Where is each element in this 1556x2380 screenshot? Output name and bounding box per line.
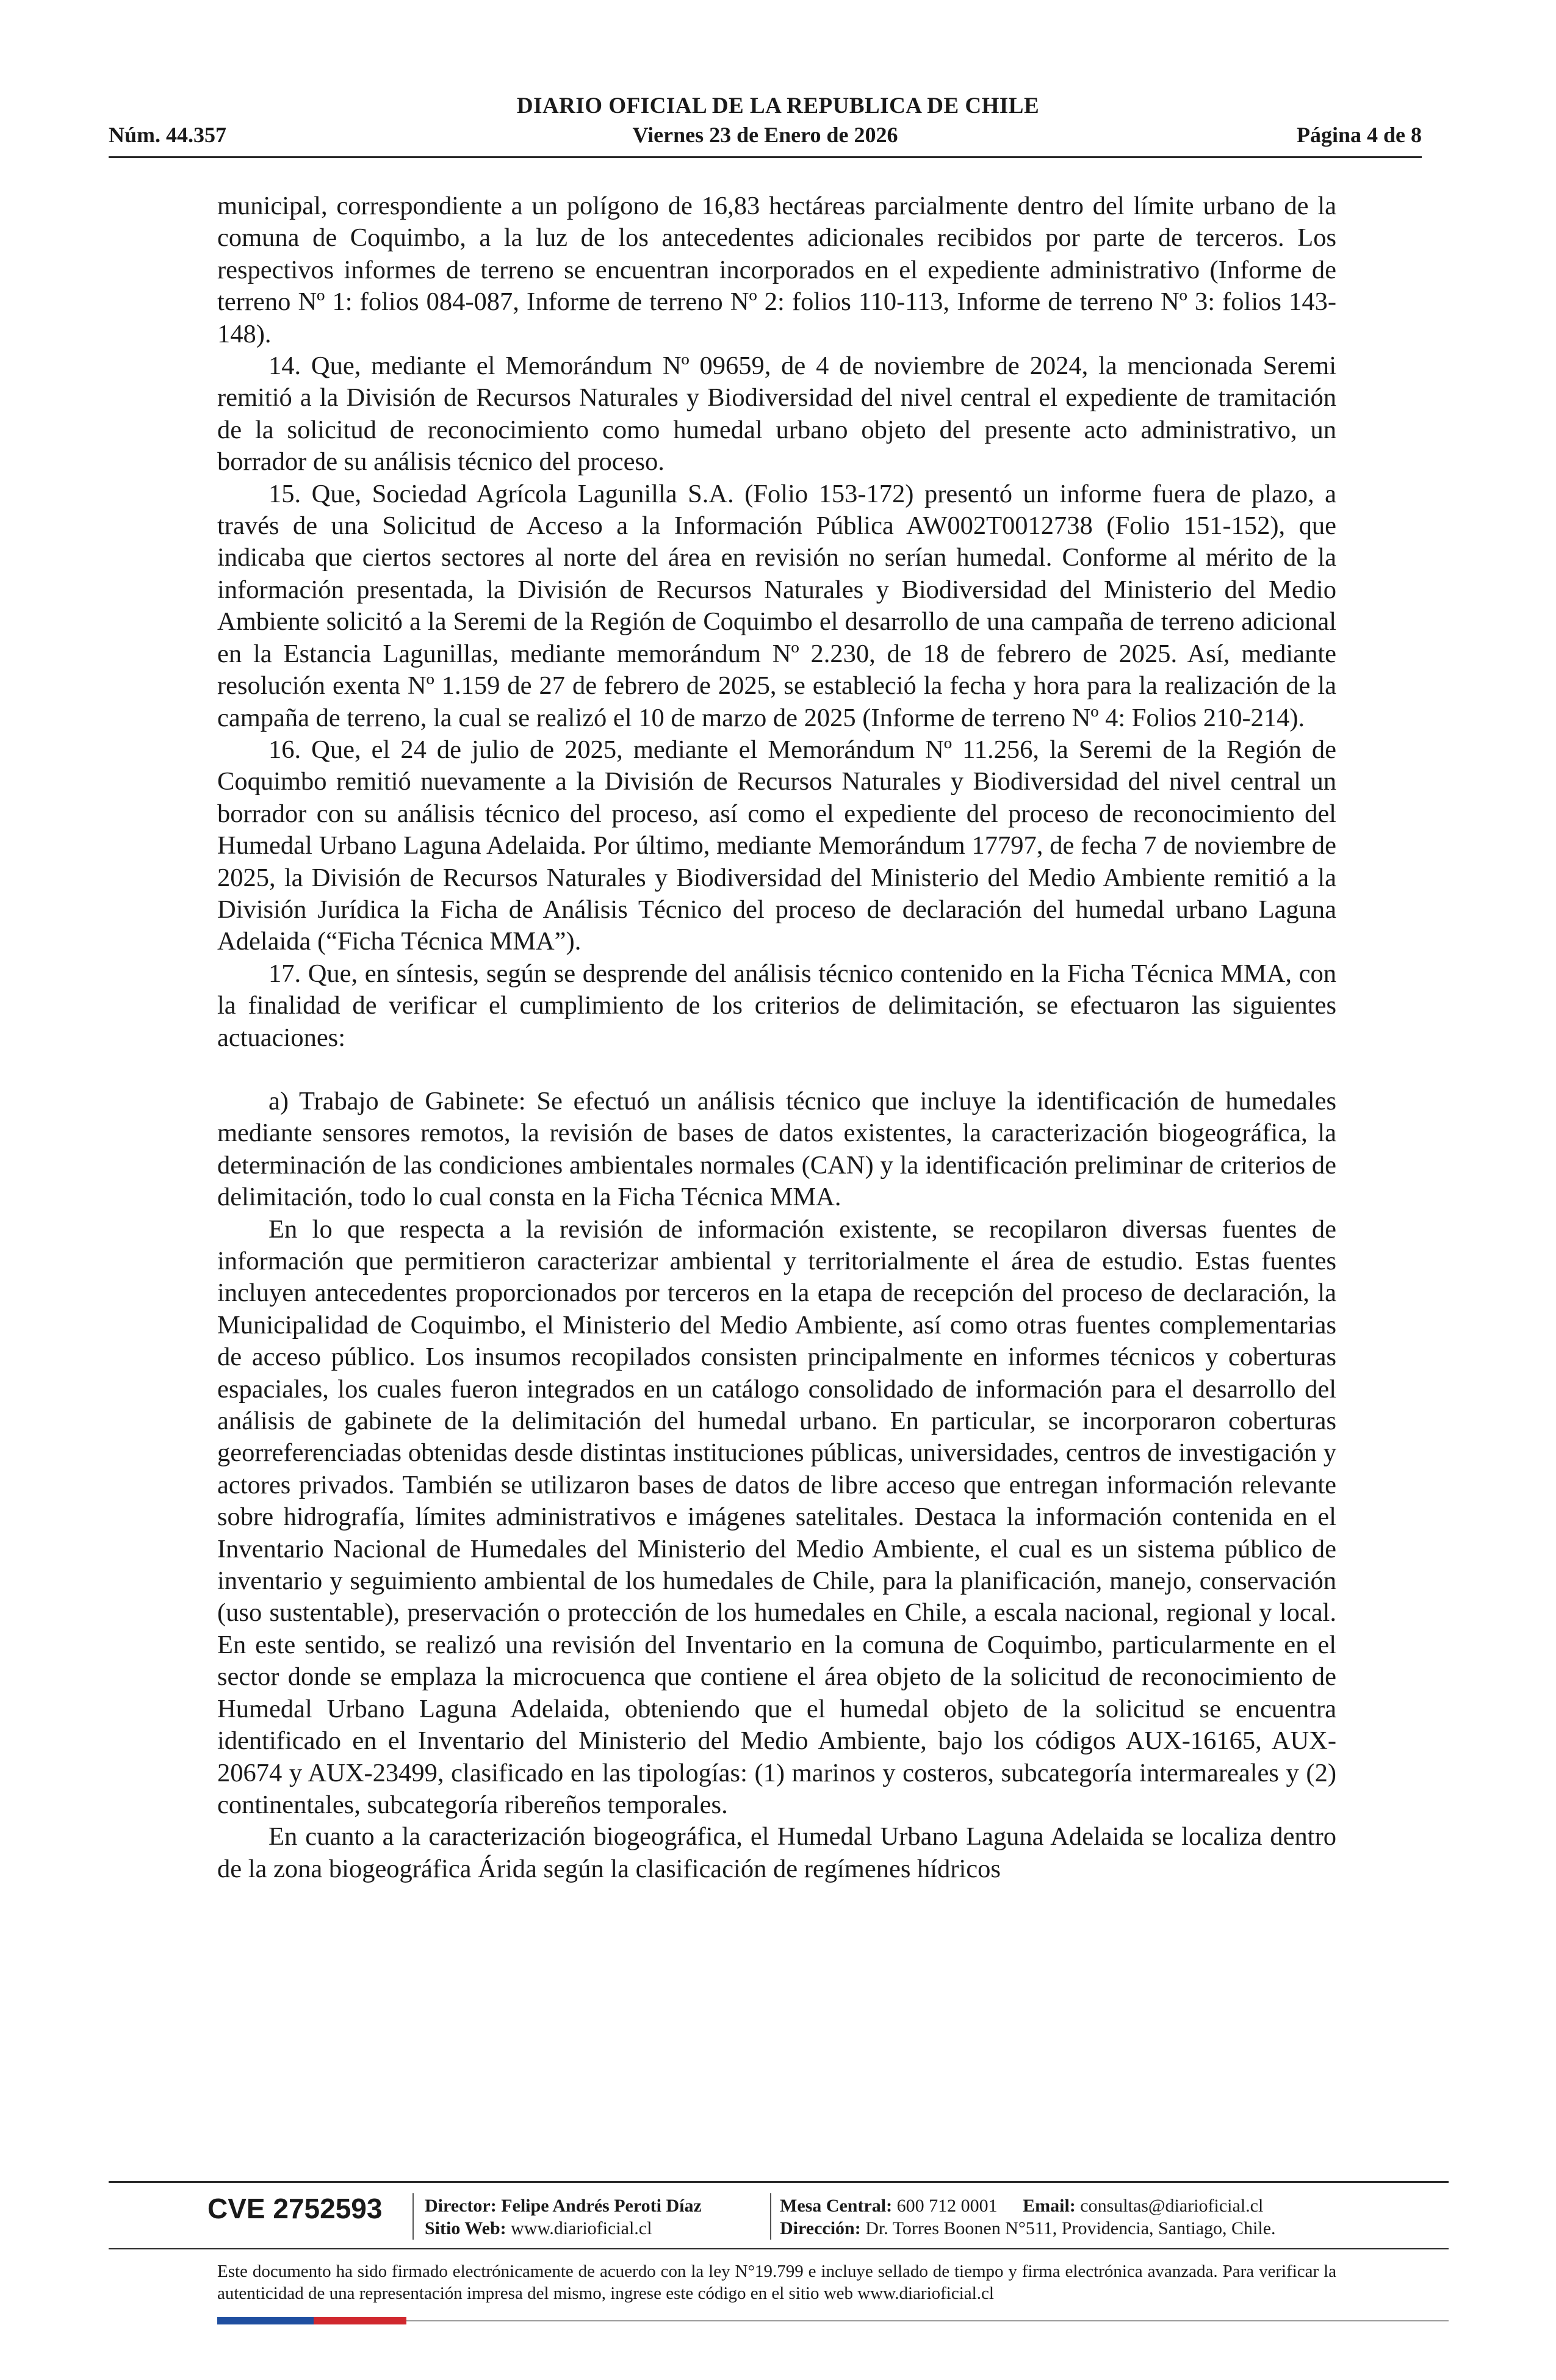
paragraph-biogeografica: En cuanto a la caracterización biogeográfica, el Humedal Urbano Laguna Adelaida se localiza dentro de la zona biogeográfica Árida según la clasificación de regímenes hídricos	[217, 1822, 1336, 1883]
paragraph-gabinete: a) Trabajo de Gabinete: Se efectuó un análisis técnico que incluye la identificación de humedales mediante sensores remotos, la revisión de bases de datos existentes, la caracterización biogeográfica, la determinación de las condiciones ambientales normales (CAN) y la identificación preliminar de criterios de delimitación, todo lo cual consta en la Ficha Técnica MMA.	[217, 1086, 1336, 1212]
footer-contact-block	[780, 2194, 1276, 2240]
cve-code: CVE 2752593	[207, 2193, 383, 2224]
footer-bottom-line	[406, 2320, 1449, 2321]
address-label: Dirección:	[780, 2218, 861, 2238]
paragraph-15: 15. Que, Sociedad Agrícola Lagunilla S.A. (Folio 153-172) presentó un informe fuera de plazo, a través de una Solicitud de Acceso a la Información Pública AW002T0012738 (Folio 151-152), que indicaba que ciertos sectores al norte del área en revisión no serían humedal. Conforme al mérito de la información presentada, la División de Recursos Naturales y Biodiversidad del Ministerio del Medio Ambiente solicitó a la Seremi de la Región de Coquimbo el desarrollo de una campaña de terreno adicional en la Estancia Lagunillas, mediante memorándum Nº 2.230, de 18 de febrero de 2025. Así, mediante resolución exenta Nº 1.159 de 27 de febrero de 2025, se estableció la fecha y hora para la realización de la campaña de terreno, la cual se realizó el 10 de marzo de 2025 (Informe de terreno Nº 4: Folios 210-214).	[217, 479, 1336, 732]
website-link[interactable]: www.diarioficial.cl	[511, 2218, 652, 2238]
page-indicator: Página 4 de 8	[1296, 123, 1422, 147]
address-line	[780, 2217, 1276, 2240]
email-link[interactable]: consultas@diarioficial.cl	[1080, 2196, 1264, 2216]
document-body	[217, 190, 1336, 1885]
gazette-title: DIARIO OFICIAL DE LA REPUBLICA DE CHILE	[516, 93, 1040, 118]
phone-number: 600 712 0001	[896, 2196, 998, 2216]
website-line	[425, 2217, 702, 2240]
flag-stripe-red	[314, 2317, 406, 2324]
director-name: Felipe Andrés Peroti Díaz	[501, 2196, 702, 2216]
header-row	[109, 122, 1422, 149]
director-line	[425, 2194, 702, 2217]
issue-number: Núm. 44.357	[109, 123, 227, 147]
paragraph-continuation: municipal, correspondiente a un polígono de 16,83 hectáreas parcialmente dentro del límite urbano de la comuna de Coquimbo, a la luz de los antecedentes adicionales recibidos por parte de terceros. Los respectivos informes de terreno se encuentran incorporados en el expediente administrativo (Informe de terreno Nº 1: folios 084-087, Informe de terreno Nº 2: folios 110-113, Informe de terreno Nº 3: folios 143-148).	[217, 192, 1336, 348]
address-value: Dr. Torres Boonen N°511, Providencia, Santiago, Chile.	[865, 2218, 1276, 2238]
website-label: Sitio Web:	[425, 2218, 506, 2238]
phone-label: Mesa Central:	[780, 2196, 893, 2216]
footer-separator	[412, 2193, 414, 2240]
header-divider	[109, 156, 1422, 158]
footer-separator	[770, 2193, 771, 2240]
issue-date: Viernes 23 de Enero de 2026	[632, 123, 898, 147]
email-label: Email:	[1023, 2196, 1076, 2216]
paragraph-17: 17. Que, en síntesis, según se desprende del análisis técnico contenido en la Ficha Técnica MMA, con la finalidad de verificar el cumplimiento de los criterios de delimitación, se efectuaron las siguientes actuaciones:	[217, 959, 1336, 1052]
director-label: Director:	[425, 2196, 497, 2216]
contact-line	[780, 2194, 1276, 2217]
paragraph-informacion-existente: En lo que respecta a la revisión de información existente, se recopilaron diversas fuentes de información que permitieron caracterizar ambiental y territorialmente el área de estudio. Estas fuentes incluyen antecedentes proporcionados por terceros en la etapa de recepción del proceso de declaración, la Municipalidad de Coquimbo, el Ministerio del Medio Ambiente, así como otras fuentes complementarias de acceso público. Los insumos recopilados consisten principalmente en informes técnicos y coberturas espaciales, los cuales fueron integrados en un catálogo consolidado de información para el desarrollo del análisis de gabinete de la delimitación del humedal urbano. En particular, se incorporaron coberturas georreferenciadas obtenidas desde distintas instituciones públicas, universidades, centros de investigación y actores privados. También se utilizaron bases de datos de libre acceso que entregan información relevante sobre hidrografía, límites administrativos e imágenes satelitales. Destaca la información contenida en el Inventario Nacional de Humedales del Ministerio del Medio Ambiente, el cual es un sistema público de inventario y seguimiento ambiental de los humedales de Chile, para la planificación, manejo, conservación (uso sustentable), preservación o protección de los humedales en Chile, a escala nacional, regional y local. En este sentido, se realizó una revisión del Inventario en la comuna de Coquimbo, particularmente en el sector donde se emplaza la microcuenca que contiene el área objeto de la solicitud de reconocimiento de Humedal Urbano Laguna Adelaida, obteniendo que el humedal objeto de la solicitud se encuentra identificado en el Inventario del Ministerio del Medio Ambiente, bajo los códigos AUX-16165, AUX-20674 y AUX-23499, clasificado en las tipologías: (1) marinos y costeros, subcategoría intermareales y (2) continentales, subcategoría ribereños temporales.	[217, 1214, 1336, 1819]
electronic-signature-note: Este documento ha sido firmado electrónicamente de acuerdo con la ley N°19.799 e incluye sellado de tiempo y firma electrónica avanzada. Para verificar la autenticidad de una representación impresa del mismo, ingrese este código en el sitio web www.diarioficial.cl	[217, 2262, 1336, 2303]
flag-stripe-blue	[217, 2317, 314, 2324]
footer-director-block	[425, 2194, 702, 2240]
footer-divider	[109, 2181, 1449, 2183]
paragraph-16: 16. Que, el 24 de julio de 2025, mediante el Memorándum Nº 11.256, la Seremi de la Región de Coquimbo remitió nuevamente a la División de Recursos Naturales y Biodiversidad del nivel central un borrador con su análisis técnico del proceso, así como el expediente del proceso de reconocimiento del Humedal Urbano Laguna Adelaida. Por último, mediante Memorándum 17797, de fecha 7 de noviembre de 2025, la División de Recursos Naturales y Biodiversidad del Ministerio del Medio Ambiente remitió a la División Jurídica la Ficha de Análisis Técnico del proceso de declaración del humedal urbano Laguna Adelaida (“Ficha Técnica MMA”).	[217, 735, 1336, 956]
footer-divider	[109, 2248, 1449, 2249]
paragraph-14: 14. Que, mediante el Memorándum Nº 09659, de 4 de noviembre de 2024, la mencionada Seremi remitió a la División de Recursos Naturales y Biodiversidad del nivel central el expediente de tramitación de la solicitud de reconocimiento como humedal urbano objeto del presente acto administrativo, un borrador de su análisis técnico del proceso.	[217, 352, 1336, 477]
